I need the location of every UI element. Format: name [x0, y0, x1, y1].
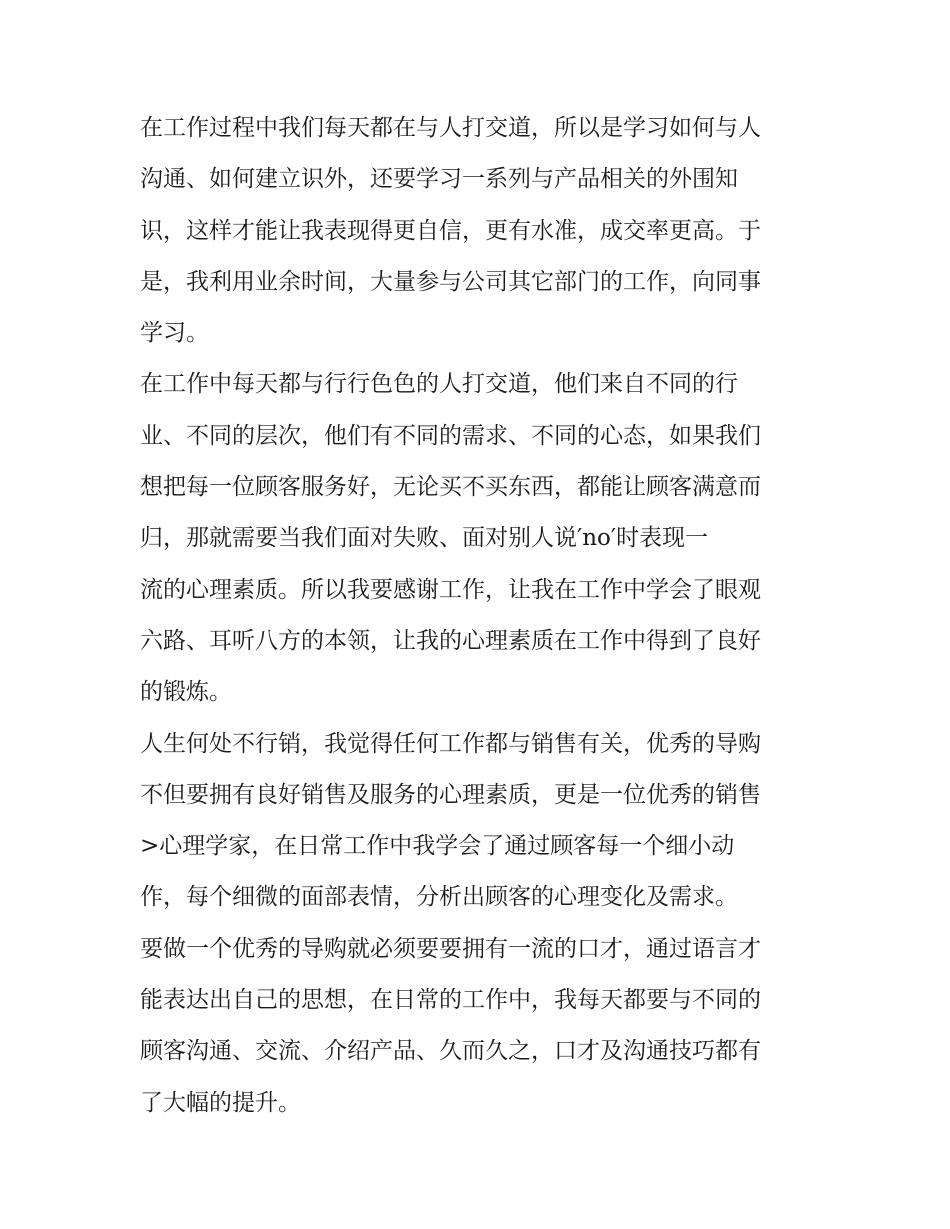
text-line: 能表达出自己的思想，在日常的工作中，我每天都要与不同的 [140, 987, 761, 1014]
text-line: 流的心理素质。所以我要感谢工作，让我在工作中学会了眼观 [140, 576, 761, 603]
document-body [140, 103, 820, 1129]
text-line: 要做一个优秀的导购就必须要要拥有一流的口才，通过语言才 [140, 935, 761, 962]
text-line: >心理学家，在日常工作中我学会了通过顾客每一个细小动 [140, 833, 735, 860]
text-line: 归，那就需要当我们面对失败、面对别人说′no′时表现一 [140, 525, 709, 552]
text-line: 了大幅的提升。 [140, 1089, 301, 1116]
text-line: 识，这样才能让我表现得更自信，更有水准，成交率更高。于 [140, 217, 761, 244]
text-line: 不但要拥有良好销售及服务的心理素质，更是一位优秀的销售 [140, 781, 761, 808]
text-line: 业、不同的层次，他们有不同的需求、不同的心态，如果我们 [140, 422, 761, 449]
text-line: 想把每一位顾客服务好，无论买不买东西，都能让顾客满意而 [140, 474, 761, 501]
text-line: 学习。 [140, 320, 209, 347]
text-line: 是，我利用业余时间，大量参与公司其它部门的工作，向同事 [140, 268, 761, 295]
text-line: 人生何处不行销，我觉得任何工作都与销售有关，优秀的导购 [140, 730, 761, 757]
text-line: 在工作中每天都与行行色色的人打交道，他们来自不同的行 [140, 371, 738, 398]
text-line: 六路、耳听八方的本领，让我的心理素质在工作中得到了良好 [140, 627, 761, 654]
text-line: 的锻炼。 [140, 679, 232, 706]
text-line: 沟通、如何建立识外，还要学习一系列与产品相关的外围知 [140, 166, 738, 193]
text-line: 顾客沟通、交流、介绍产品、久而久之，口才及沟通技巧都有 [140, 1038, 761, 1065]
text-line: 作，每个细微的面部表情，分析出顾客的心理变化及需求。 [140, 884, 738, 911]
text-line: 在工作过程中我们每天都在与人打交道，所以是学习如何与人 [140, 115, 761, 141]
